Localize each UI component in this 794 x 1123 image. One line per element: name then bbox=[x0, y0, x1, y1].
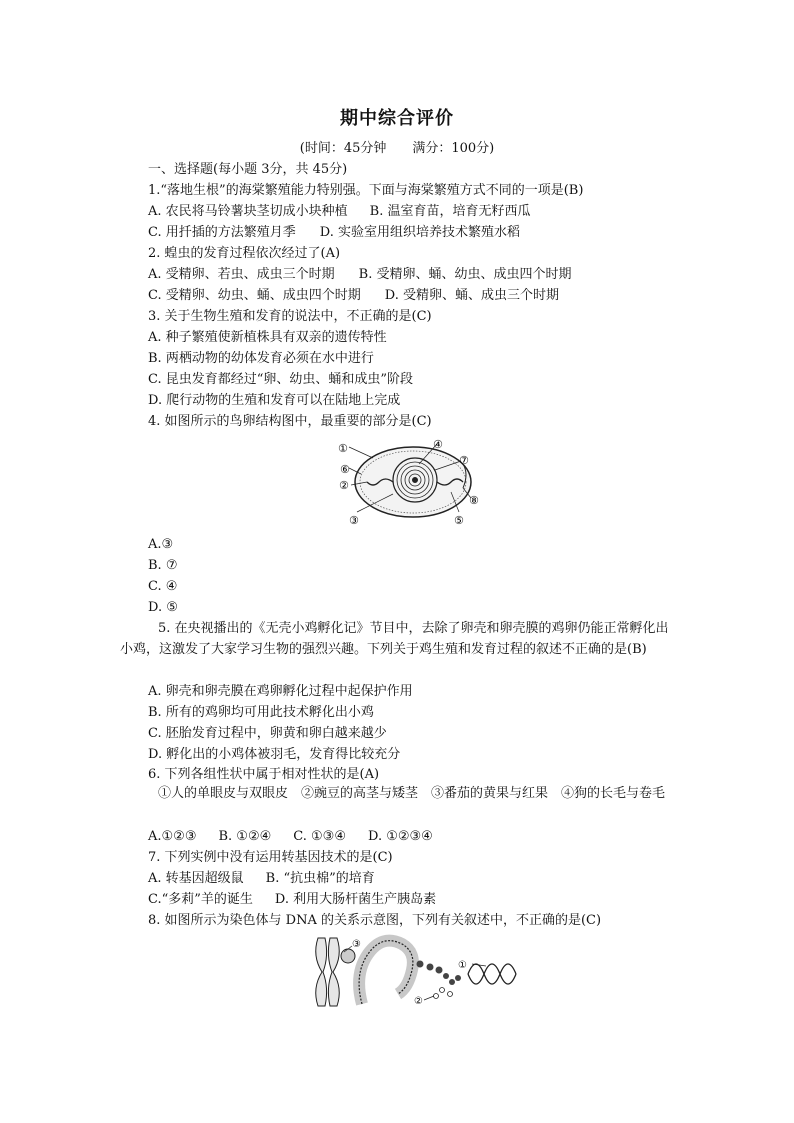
q1-stem: 1.“落地生根”的海棠繁殖能力特别强。下面与海棠繁殖方式不同的一项是(B) bbox=[148, 183, 584, 198]
q2-option-a: A. 受精卵、若虫、成虫三个时期 bbox=[148, 267, 335, 282]
section-heading: 一、选择题(每小题 3分，共 45分) bbox=[148, 162, 348, 177]
q6-option-d: D. ①②③④ bbox=[367, 829, 433, 844]
q3-option-d: D. 爬行动物的生殖和发育可以在陆地上完成 bbox=[148, 393, 401, 408]
q2-options-row1 bbox=[148, 266, 571, 283]
q7-stem: 7. 下列实例中没有运用转基因技术的是(C) bbox=[148, 850, 393, 865]
exam-subtitle: (时间：45分钟 满分：100分) bbox=[299, 141, 495, 156]
coiled-fiber bbox=[359, 941, 413, 1004]
q6-option-c: C. ①③④ bbox=[293, 829, 346, 844]
q3-option-b: B. 两栖动物的幼体发育必须在水中进行 bbox=[148, 351, 374, 366]
egg-label: ⑧ bbox=[469, 494, 479, 507]
dna-label: ③ bbox=[352, 939, 361, 950]
egg-label: ④ bbox=[433, 438, 443, 451]
q1-option-a: A. 农民将马铃薯块茎切成小块种植 bbox=[148, 204, 348, 219]
q6-items: ①人的单眼皮与双眼皮 ②豌豆的高茎与矮茎 ③番茄的黄果与红果 ④狗的长毛与卷毛 bbox=[158, 786, 666, 801]
q7-options-row1 bbox=[148, 870, 375, 887]
proteins bbox=[434, 988, 453, 999]
q2-option-c: C. 受精卵、幼虫、蛹、成虫四个时期 bbox=[148, 288, 361, 303]
chromosome-dna-diagram bbox=[300, 934, 530, 1010]
dna-helix-strand1 bbox=[468, 964, 516, 984]
q5-option-b: B. 所有的鸡卵均可用此技术孵化出小鸡 bbox=[148, 705, 374, 720]
q1-options-row1 bbox=[148, 203, 530, 220]
egg-label: ② bbox=[339, 479, 349, 492]
q2-option-b: B. 受精卵、蛹、幼虫、成虫四个时期 bbox=[358, 267, 572, 282]
egg-label: ⑥ bbox=[340, 463, 350, 476]
q2-stem: 2. 蝗虫的发育过程依次经过了(A) bbox=[148, 246, 341, 261]
q4-option-a: A.③ bbox=[148, 537, 174, 552]
page-title: 期中综合评价 bbox=[340, 108, 454, 129]
chromosome-zoom-circle bbox=[341, 949, 355, 963]
q1-option-d: D. 实验室用组织培养技术繁殖水稻 bbox=[319, 225, 520, 240]
q1-options-row2 bbox=[148, 224, 520, 241]
q7-option-b: B. “抗虫棉”的培育 bbox=[265, 871, 375, 886]
q7-option-a: A. 转基因超级鼠 bbox=[148, 871, 244, 886]
nucleosomes bbox=[417, 961, 462, 986]
bird-egg-diagram bbox=[335, 436, 495, 528]
q5-option-d: D. 孵化出的小鸡体被羽毛，发育得比较充分 bbox=[148, 747, 401, 762]
dna-label: ① bbox=[458, 960, 467, 971]
egg-label: ⑦ bbox=[459, 454, 469, 467]
q4-option-c: C. ④ bbox=[148, 579, 178, 594]
q1-option-c: C. 用扦插的方法繁殖月季 bbox=[148, 225, 296, 240]
q7-options-row2 bbox=[148, 891, 436, 908]
egg-label: ⑤ bbox=[454, 514, 464, 527]
q7-option-d: D. 利用大肠杆菌生产胰岛素 bbox=[274, 892, 437, 907]
q8-stem: 8. 如图所示为染色体与 DNA 的关系示意图，下列有关叙述中，不正确的是(C) bbox=[148, 913, 602, 928]
q2-option-d: D. 受精卵、蛹、成虫三个时期 bbox=[384, 288, 559, 303]
dna-label: ② bbox=[414, 996, 423, 1007]
q6-option-b: B. ①②④ bbox=[218, 829, 272, 844]
q4-option-d: D. ⑤ bbox=[148, 600, 178, 615]
q5-option-c: C. 胚胎发育过程中，卵黄和卵白越来越少 bbox=[148, 726, 387, 741]
q5-option-a: A. 卵壳和卵壳膜在鸡卵孵化过程中起保护作用 bbox=[148, 684, 413, 699]
q4-stem: 4. 如图所示的鸟卵结构图中，最重要的部分是(C) bbox=[148, 414, 432, 429]
q6-options-row bbox=[148, 828, 433, 845]
q1-option-b: B. 温室育苗，培育无籽西瓜 bbox=[369, 204, 531, 219]
egg-label: ① bbox=[338, 442, 348, 455]
q3-stem: 3. 关于生物生殖和发育的说法中，不正确的是(C) bbox=[148, 309, 432, 324]
chromosome bbox=[316, 938, 340, 1006]
q3-option-c: C. 昆虫发育都经过“卵、幼虫、蛹和成虫”阶段 bbox=[148, 372, 414, 387]
q6-stem: 6. 下列各组性状中属于相对性状的是(A) bbox=[148, 767, 380, 782]
dna-helix-strand2 bbox=[468, 964, 516, 984]
q3-option-a: A. 种子繁殖使新植株具有双亲的遗传特性 bbox=[148, 330, 387, 345]
q6-option-a: A.①②③ bbox=[148, 829, 197, 844]
q4-option-b: B. ⑦ bbox=[148, 558, 178, 573]
egg-label: ③ bbox=[349, 514, 359, 527]
q7-option-c: C.“多莉”羊的诞生 bbox=[148, 892, 253, 907]
q5-stem: 5. 在央视播出的《无壳小鸡孵化记》节目中，去除了卵壳和卵壳膜的鸡卵仍能正常孵化出小鸡，这激发了大家学习生物的强烈兴趣。下列关于鸡生殖和发育过程的叙述不正确的是(B) bbox=[120, 621, 669, 657]
q2-options-row2 bbox=[148, 287, 559, 304]
